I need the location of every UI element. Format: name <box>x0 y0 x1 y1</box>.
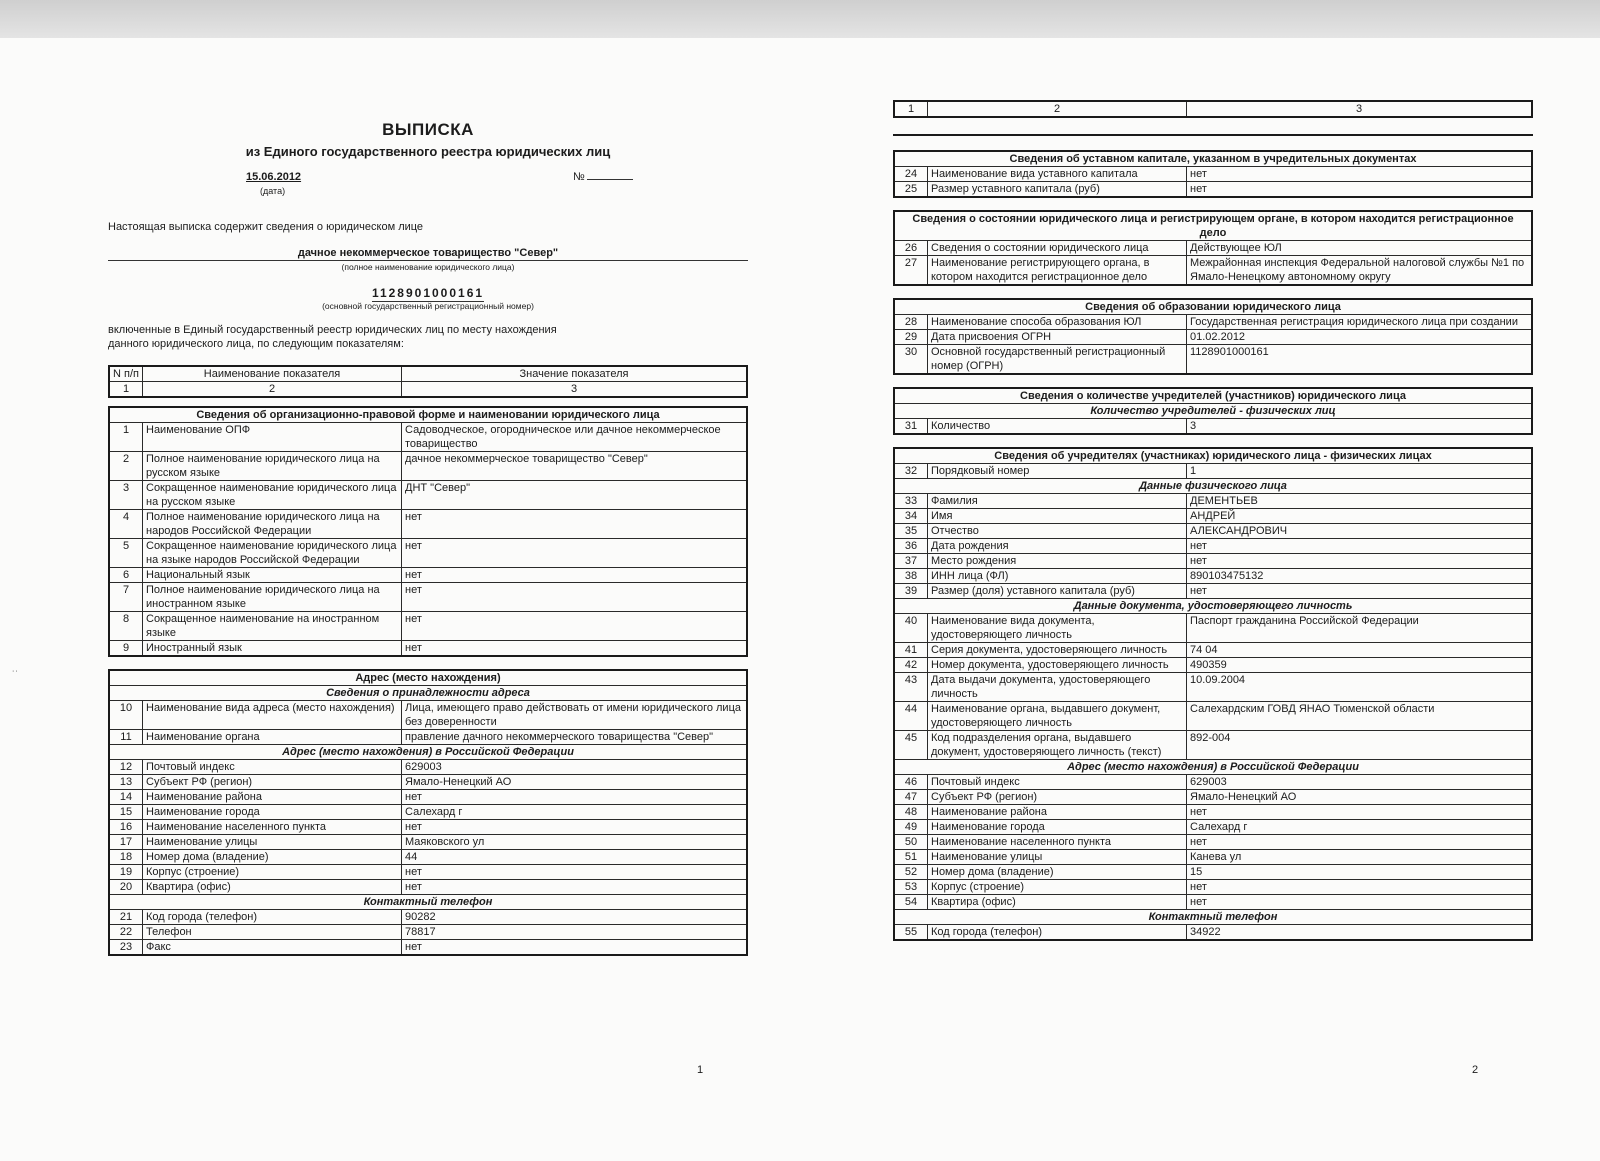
section-title-row <box>109 407 747 423</box>
row-label: Квартира (офис) <box>143 880 402 895</box>
ogrn-number <box>108 286 748 300</box>
row-label: Размер (доля) уставного капитала (руб) <box>928 584 1187 599</box>
row-value: нет <box>1187 880 1533 895</box>
page-2 <box>893 100 1533 941</box>
row-label: Номер дома (владение) <box>928 865 1187 880</box>
row-number: 54 <box>894 895 928 910</box>
row-number: 7 <box>109 583 143 612</box>
header-num1: 1 <box>109 382 143 398</box>
row-value: нет <box>1187 835 1533 850</box>
row-value: Салехард г <box>1187 820 1533 835</box>
section-formation-table <box>893 298 1533 375</box>
row-value: нет <box>1187 539 1533 554</box>
subsection-title: Адрес (место нахождения) в Российской Федерации <box>109 745 747 760</box>
table-row <box>109 730 747 745</box>
row-number: 13 <box>109 775 143 790</box>
table-row <box>109 760 747 775</box>
row-number: 22 <box>109 925 143 940</box>
row-label: Наименование города <box>143 805 402 820</box>
row-value: Ямало-Ненецкий АО <box>402 775 748 790</box>
row-label: ИНН лица (ФЛ) <box>928 569 1187 584</box>
row-value: нет <box>402 940 748 956</box>
number-line <box>587 179 633 180</box>
p2-header-num1: 1 <box>894 101 928 117</box>
subsection-title-row <box>894 760 1532 775</box>
row-label: Почтовый индекс <box>928 775 1187 790</box>
table-row <box>894 464 1532 479</box>
section-title-row <box>894 211 1532 241</box>
header-num2: 2 <box>143 382 402 398</box>
row-number: 43 <box>894 673 928 702</box>
row-value: Межрайонная инспекция Федеральной налоговой службы №1 по Ямало-Ненецкому автономному округу <box>1187 256 1533 286</box>
row-value: 890103475132 <box>1187 569 1533 584</box>
scan-top-band <box>0 0 1600 38</box>
row-number: 53 <box>894 880 928 895</box>
ogrn-value: 1128901000161 <box>371 286 485 300</box>
row-value: нет <box>402 612 748 641</box>
row-value: 1128901000161 <box>1187 345 1533 375</box>
row-number: 44 <box>894 702 928 731</box>
row-label: Наименование ОПФ <box>143 423 402 452</box>
row-label: Порядковый номер <box>928 464 1187 479</box>
table-row <box>894 182 1532 198</box>
row-value: нет <box>1187 805 1533 820</box>
page-number-1: 1 <box>697 1064 704 1076</box>
row-value: 01.02.2012 <box>1187 330 1533 345</box>
row-label: Сведения о состоянии юридического лица <box>928 241 1187 256</box>
row-label: Наименование города <box>928 820 1187 835</box>
row-number: 3 <box>109 481 143 510</box>
subsection-title: Количество учредителей - физических лиц <box>894 404 1532 419</box>
table-row <box>894 731 1532 760</box>
subsection-title-row <box>894 599 1532 614</box>
row-value: Маяковского ул <box>402 835 748 850</box>
row-label: Телефон <box>143 925 402 940</box>
row-label: Наименование вида адреса (место нахождения) <box>143 701 402 730</box>
row-number: 42 <box>894 658 928 673</box>
table-row <box>109 423 747 452</box>
table-row <box>109 850 747 865</box>
section-title-row <box>894 151 1532 167</box>
date-row <box>108 171 748 205</box>
table-row <box>894 865 1532 880</box>
row-value: 1 <box>1187 464 1533 479</box>
header-col2: Наименование показателя <box>143 366 402 382</box>
row-value: Государственная регистрация юридического лица при создании <box>1187 315 1533 330</box>
section-title: Сведения об образовании юридического лица <box>894 299 1532 315</box>
table-row <box>894 820 1532 835</box>
included-text: включенные в Единый государственный реестр юридических лиц по месту нахождения данного юридического лица, по следующим показателям: <box>108 324 557 350</box>
row-value: нет <box>1187 167 1533 182</box>
table-row <box>109 880 747 895</box>
row-value: 15 <box>1187 865 1533 880</box>
table-row <box>894 419 1532 435</box>
row-number: 18 <box>109 850 143 865</box>
row-value: 10.09.2004 <box>1187 673 1533 702</box>
table-row <box>894 315 1532 330</box>
row-number: 15 <box>109 805 143 820</box>
section-title: Сведения об организационно-правовой форме и наименовании юридического лица <box>109 407 747 423</box>
p2-header-num2: 2 <box>928 101 1187 117</box>
ogrn-caption: (основной государственный регистрационный номер) <box>322 301 534 311</box>
table-row <box>109 481 747 510</box>
row-label: Наименование способа образования ЮЛ <box>928 315 1187 330</box>
row-label: Почтовый индекс <box>143 760 402 775</box>
table-row <box>894 256 1532 286</box>
section-title-row <box>894 388 1532 404</box>
row-value: ДНТ "Север" <box>402 481 748 510</box>
section-title: Адрес (место нахождения) <box>109 670 747 686</box>
row-number: 36 <box>894 539 928 554</box>
subsection-title-row <box>894 479 1532 494</box>
header-row <box>109 366 747 382</box>
row-label: Полное наименование юридического лица на иностранном языке <box>143 583 402 612</box>
table-row <box>109 820 747 835</box>
subsection-title-row <box>894 910 1532 925</box>
row-label: Номер дома (владение) <box>143 850 402 865</box>
row-label: Наименование района <box>928 805 1187 820</box>
row-number: 17 <box>109 835 143 850</box>
table-row <box>894 673 1532 702</box>
header-num3: 3 <box>402 382 748 398</box>
row-number: 35 <box>894 524 928 539</box>
subsection-title: Сведения о принадлежности адреса <box>109 686 747 701</box>
row-number: 38 <box>894 569 928 584</box>
row-label: Наименование вида уставного капитала <box>928 167 1187 182</box>
header-col3: Значение показателя <box>402 366 748 382</box>
row-value: нет <box>402 641 748 657</box>
row-number: 26 <box>894 241 928 256</box>
row-label: Количество <box>928 419 1187 435</box>
header-table <box>108 365 748 398</box>
p2-header-row <box>894 101 1532 117</box>
subsection-title: Адрес (место нахождения) в Российской Федерации <box>894 760 1532 775</box>
table-row <box>894 554 1532 569</box>
p2-header-table <box>893 100 1533 118</box>
row-value: нет <box>402 539 748 568</box>
row-label: Наименование района <box>143 790 402 805</box>
row-label: Дата присвоения ОГРН <box>928 330 1187 345</box>
intro-text: Настоящая выписка содержит сведения о юридическом лице <box>108 221 424 233</box>
row-label: Наименование улицы <box>928 850 1187 865</box>
row-number: 39 <box>894 584 928 599</box>
table-row <box>894 850 1532 865</box>
row-label: Сокращенное наименование юридического лица на русском языке <box>143 481 402 510</box>
row-number: 5 <box>109 539 143 568</box>
table-row <box>894 330 1532 345</box>
row-label: Национальный язык <box>143 568 402 583</box>
row-label: Субъект РФ (регион) <box>928 790 1187 805</box>
row-number: 11 <box>109 730 143 745</box>
row-number: 31 <box>894 419 928 435</box>
subsection-title: Данные физического лица <box>894 479 1532 494</box>
row-number: 14 <box>109 790 143 805</box>
row-number: 51 <box>894 850 928 865</box>
row-value: ДЕМЕНТЬЕВ <box>1187 494 1533 509</box>
header-col1: N п/п <box>109 366 143 382</box>
section-address-table <box>108 669 748 956</box>
row-label: Сокращенное наименование на иностранном языке <box>143 612 402 641</box>
row-value: 892-004 <box>1187 731 1533 760</box>
row-label: Полное наименование юридического лица на русском языке <box>143 452 402 481</box>
row-label: Иностранный язык <box>143 641 402 657</box>
table-row <box>894 790 1532 805</box>
row-label: Отчество <box>928 524 1187 539</box>
row-label: Сокращенное наименование юридического лица на языке народов Российской Федерации <box>143 539 402 568</box>
row-label: Код города (телефон) <box>928 925 1187 941</box>
row-number: 46 <box>894 775 928 790</box>
row-number: 8 <box>109 612 143 641</box>
table-row <box>109 612 747 641</box>
row-label: Корпус (строение) <box>928 880 1187 895</box>
row-value: Ямало-Ненецкий АО <box>1187 790 1533 805</box>
table-row <box>894 775 1532 790</box>
table-row <box>894 494 1532 509</box>
table-row <box>109 835 747 850</box>
row-number: 41 <box>894 643 928 658</box>
table-row <box>894 658 1532 673</box>
row-value: 629003 <box>1187 775 1533 790</box>
table-row <box>109 641 747 657</box>
row-label: Факс <box>143 940 402 956</box>
row-number: 45 <box>894 731 928 760</box>
row-label: Наименование органа, выдавшего документ, удостоверяющего личность <box>928 702 1187 731</box>
section-founders-count-table <box>893 387 1533 435</box>
table-row <box>109 539 747 568</box>
subsection-title: Данные документа, удостоверяющего личность <box>894 599 1532 614</box>
row-label: Код города (телефон) <box>143 910 402 925</box>
row-value: Садоводческое, огородническое или дачное некоммерческое товарищество <box>402 423 748 452</box>
row-label: Номер документа, удостоверяющего личность <box>928 658 1187 673</box>
row-label: Наименование регистрирующего органа, в котором находится регистрационное дело <box>928 256 1187 286</box>
table-row <box>109 805 747 820</box>
row-number: 29 <box>894 330 928 345</box>
row-number: 49 <box>894 820 928 835</box>
section-title-row <box>894 448 1532 464</box>
section-title-row <box>109 670 747 686</box>
row-value: 490359 <box>1187 658 1533 673</box>
row-value: 3 <box>1187 419 1533 435</box>
row-label: Наименование вида документа, удостоверяющего личность <box>928 614 1187 643</box>
number-field <box>573 171 633 183</box>
row-number: 50 <box>894 835 928 850</box>
section-state-table <box>893 210 1533 286</box>
row-number: 33 <box>894 494 928 509</box>
row-value: нет <box>1187 895 1533 910</box>
row-value: Салехард г <box>402 805 748 820</box>
row-label: Полное наименование юридического лица на народов Российской Федерации <box>143 510 402 539</box>
number-label: № <box>573 171 585 183</box>
row-label: Дата выдачи документа, удостоверяющего личность <box>928 673 1187 702</box>
date-caption: (дата) <box>260 186 286 196</box>
row-value: правление дачного некоммерческого товарищества "Север" <box>402 730 748 745</box>
row-value: АЛЕКСАНДРОВИЧ <box>1187 524 1533 539</box>
row-label: Серия документа, удостоверяющего личность <box>928 643 1187 658</box>
row-number: 1 <box>109 423 143 452</box>
doc-title: ВЫПИСКА <box>382 120 474 139</box>
table-row <box>894 835 1532 850</box>
section-legal-form-table <box>108 406 748 657</box>
table-row <box>109 775 747 790</box>
page-1 <box>108 120 748 956</box>
table-row <box>894 895 1532 910</box>
row-value: Паспорт гражданина Российской Федерации <box>1187 614 1533 643</box>
row-value: нет <box>402 880 748 895</box>
section-title-row <box>894 299 1532 315</box>
row-number: 34 <box>894 509 928 524</box>
row-label: Наименование населенного пункта <box>143 820 402 835</box>
row-label: Размер уставного капитала (руб) <box>928 182 1187 198</box>
section-founders-table <box>893 447 1533 941</box>
table-row <box>894 584 1532 599</box>
table-row <box>894 643 1532 658</box>
row-value: нет <box>402 583 748 612</box>
scan-mark: ˙˙ <box>12 670 19 681</box>
row-value: Лица, имеющего право действовать от имени юридического лица без доверенности <box>402 701 748 730</box>
row-value: Действующее ЮЛ <box>1187 241 1533 256</box>
row-number: 40 <box>894 614 928 643</box>
row-value: 74 04 <box>1187 643 1533 658</box>
row-value: Салехардским ГОВД ЯНАО Тюменской области <box>1187 702 1533 731</box>
company-full-name: дачное некоммерческое товарищество "Север" <box>108 247 748 261</box>
table-row <box>109 925 747 940</box>
row-number: 16 <box>109 820 143 835</box>
row-value: нет <box>402 820 748 835</box>
table-row <box>894 880 1532 895</box>
table-row <box>109 568 747 583</box>
section-title: Сведения об уставном капитале, указанном в учредительных документах <box>894 151 1532 167</box>
subsection-title-row <box>109 895 747 910</box>
subsection-title-row <box>109 686 747 701</box>
full-name-caption: (полное наименование юридического лица) <box>341 262 515 272</box>
row-number: 20 <box>109 880 143 895</box>
row-number: 2 <box>109 452 143 481</box>
row-value: АНДРЕЙ <box>1187 509 1533 524</box>
row-number: 47 <box>894 790 928 805</box>
row-number: 10 <box>109 701 143 730</box>
table-row <box>109 790 747 805</box>
row-label: Наименование органа <box>143 730 402 745</box>
table-row <box>894 524 1532 539</box>
row-value: нет <box>1187 182 1533 198</box>
section-title: Сведения о состоянии юридического лица и регистрирующем органе, в котором находится регистрационное дело <box>894 211 1532 241</box>
table-row <box>894 702 1532 731</box>
row-number: 27 <box>894 256 928 286</box>
table-row <box>109 910 747 925</box>
row-label: Субъект РФ (регион) <box>143 775 402 790</box>
table-row <box>894 539 1532 554</box>
row-label: Имя <box>928 509 1187 524</box>
table-row <box>109 510 747 539</box>
row-number: 23 <box>109 940 143 956</box>
subsection-title-row <box>109 745 747 760</box>
row-label: Корпус (строение) <box>143 865 402 880</box>
row-value: 34922 <box>1187 925 1533 941</box>
row-value: 629003 <box>402 760 748 775</box>
row-number: 52 <box>894 865 928 880</box>
row-label: Наименование населенного пункта <box>928 835 1187 850</box>
doc-subtitle: из Единого государственного реестра юридических лиц <box>245 144 611 159</box>
table-row <box>894 345 1532 375</box>
row-value: 90282 <box>402 910 748 925</box>
header-numbers-row <box>109 382 747 398</box>
row-number: 55 <box>894 925 928 941</box>
table-row <box>894 805 1532 820</box>
extract-date: 15.06.2012 <box>246 171 302 183</box>
row-number: 21 <box>109 910 143 925</box>
table-row <box>894 614 1532 643</box>
row-label: Квартира (офис) <box>928 895 1187 910</box>
section-title: Сведения об учредителях (участниках) юридического лица - физических лицах <box>894 448 1532 464</box>
row-number: 30 <box>894 345 928 375</box>
row-number: 19 <box>109 865 143 880</box>
row-number: 24 <box>894 167 928 182</box>
row-value: нет <box>1187 584 1533 599</box>
table-row <box>109 583 747 612</box>
row-number: 28 <box>894 315 928 330</box>
row-number: 48 <box>894 805 928 820</box>
row-number: 32 <box>894 464 928 479</box>
table-row <box>894 569 1532 584</box>
row-label: Дата рождения <box>928 539 1187 554</box>
table-row <box>109 865 747 880</box>
table-row <box>894 509 1532 524</box>
row-label: Код подразделения органа, выдавшего документ, удостоверяющего личность (текст) <box>928 731 1187 760</box>
row-label: Наименование улицы <box>143 835 402 850</box>
section-capital-table <box>893 150 1533 198</box>
row-number: 6 <box>109 568 143 583</box>
table-row <box>894 241 1532 256</box>
row-value: дачное некоммерческое товарищество "Север" <box>402 452 748 481</box>
table-row <box>894 167 1532 182</box>
divider <box>893 134 1533 136</box>
row-number: 25 <box>894 182 928 198</box>
row-value: нет <box>402 510 748 539</box>
row-value: Канева ул <box>1187 850 1533 865</box>
row-label: Основной государственный регистрационный номер (ОГРН) <box>928 345 1187 375</box>
row-number: 37 <box>894 554 928 569</box>
row-value: нет <box>402 865 748 880</box>
row-value: нет <box>402 790 748 805</box>
row-number: 12 <box>109 760 143 775</box>
row-value: 44 <box>402 850 748 865</box>
page-number-2: 2 <box>1472 1064 1479 1076</box>
table-row <box>894 925 1532 941</box>
p2-header-num3: 3 <box>1187 101 1533 117</box>
row-number: 4 <box>109 510 143 539</box>
subsection-title-row <box>894 404 1532 419</box>
row-label: Фамилия <box>928 494 1187 509</box>
table-row <box>109 940 747 956</box>
row-value: нет <box>1187 554 1533 569</box>
row-label: Место рождения <box>928 554 1187 569</box>
row-value: нет <box>402 568 748 583</box>
table-row <box>109 452 747 481</box>
subsection-title: Контактный телефон <box>109 895 747 910</box>
row-number: 9 <box>109 641 143 657</box>
subsection-title: Контактный телефон <box>894 910 1532 925</box>
row-value: 78817 <box>402 925 748 940</box>
section-title: Сведения о количестве учредителей (участников) юридического лица <box>894 388 1532 404</box>
table-row <box>109 701 747 730</box>
